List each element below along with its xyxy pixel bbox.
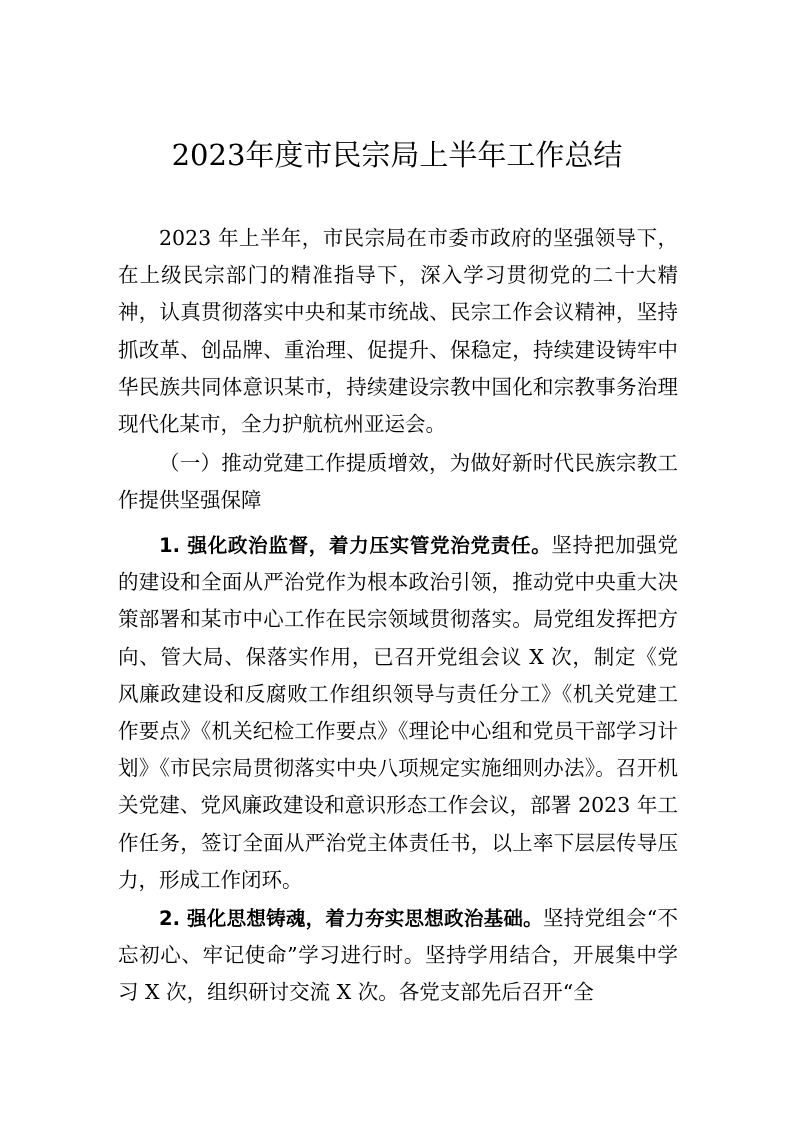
item-paragraph-1 <box>118 527 678 899</box>
document-title: 2023年度市民宗局上半年工作总结 <box>171 138 623 172</box>
item-1-text: 坚持把加强党的建设和全面从严治党作为根本政治引领，推动党中央重大决策部署和某市中心工作在民宗领域贯彻落实。局党组发挥把方向、管大局、保落实作用，已召开党组会议 X 次，制定《党风廉政建设和反腐败工作组织领导与责任分工》《机关党建工作要点》《机关纪检工作要点》《理论中心组和党员干部学习计划》《市民宗局贯彻落实中央八项规定实施细则办法》。召开机关党建、党风廉政建设和意识形态工作会议，部署 2023 年工作任务，签订全面从严治党主体责任书，以上率下层层传导压力，形成工作闭环。 <box>118 533 679 892</box>
item-paragraph-2 <box>118 900 678 1012</box>
section-heading-1-text: （一）推动党建工作提质增效，为做好新时代民族宗教工作提供坚强保障 <box>118 451 678 513</box>
section-heading-1 <box>118 445 678 519</box>
intro-paragraph-text: 2023 年上半年，市民宗局在市委市政府的坚强领导下，在上级民宗部门的精准指导下，深入学习贯彻党的二十大精神，认真贯彻落实中央和某市统战、民宗工作会议精神，坚持抓改革、创品牌、重治理、促提升、保稳定，持续建设铸牢中华民族共同体意识某市，持续建设宗教中国化和宗教事务治理现代化某市，全力护航杭州亚运会。 <box>118 226 678 437</box>
item-1-lead: 1. 强化政治监督，着力压实管党治党责任。 <box>159 534 552 557</box>
intro-paragraph <box>118 220 678 443</box>
item-2-lead: 2. 强化思想铸魂，着力夯实思想政治基础。 <box>159 907 543 930</box>
item-2-text: 坚持党组会“不忘初心、牢记使命”学习进行时。坚持学用结合，开展集中学习 X 次，组织研讨交流 X 次。各党支部先后召开“全 <box>118 906 679 1005</box>
